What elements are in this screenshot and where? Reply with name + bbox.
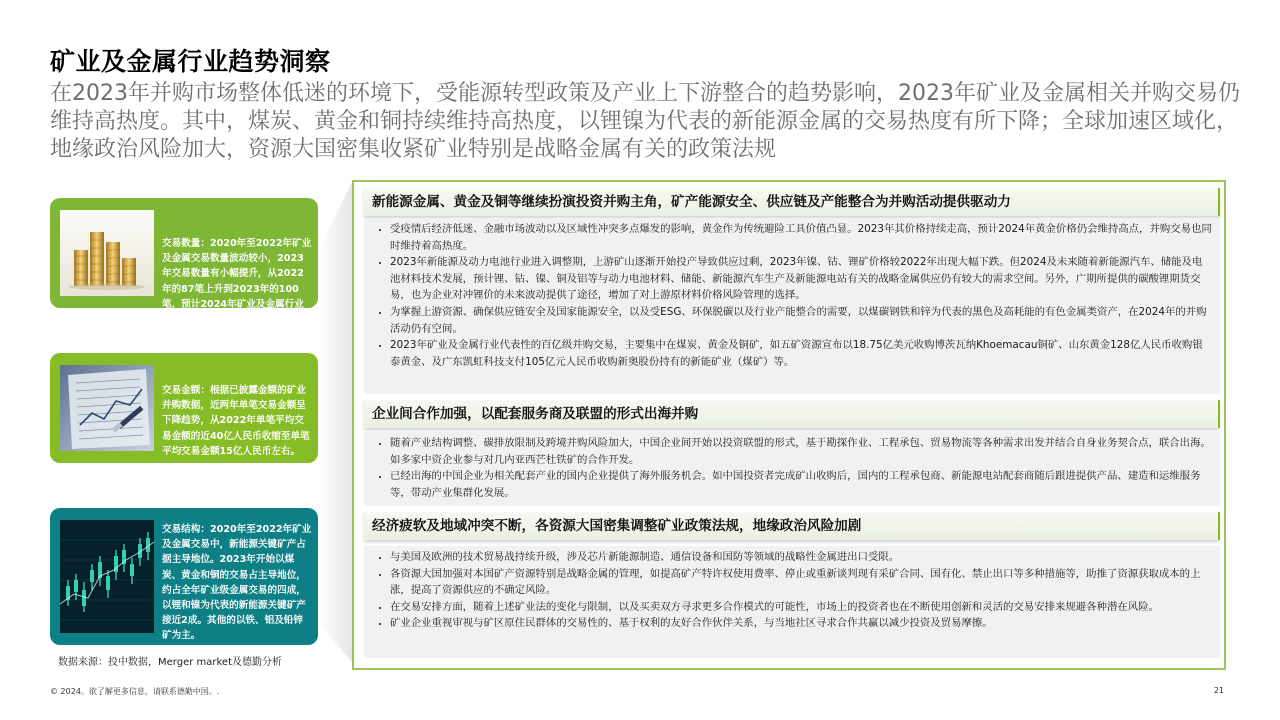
list-item: • 矿业企业重视审视与矿区原住民群体的交易性的、基于权利的友好合作伙伴关系，与当地社区寻求合作共赢以减少投资及贸易摩擦。 [390,615,1212,632]
stock-chart-photo [60,520,154,633]
trade-volume-text: 交易数量：2020年至2022年矿业及金属交易数量波动较小，2023年交易数量有小幅提升，从2022年的87笔上升到2023年的100笔，预计2024年矿业及金属行业并购热度将会持续。 [162,238,312,326]
trade-amount-text: 交易金额：根据已披露金额的矿业并购数据，近两年单笔交易金额呈下降趋势，从2022年单笔平均交易金额的近40亿人民币收缩至单笔平均交易金额15亿人民币左右。 [162,385,310,457]
section-heading: 经济疲软及地域冲突不断，各资源大国密集调整矿业政策法规，地缘政治风险加剧 [364,512,1220,540]
connector-wedge [318,182,354,662]
financial-report-photo [60,365,154,451]
list-item: • 为掌握上游资源、确保供应链安全及国家能源安全，以及受ESG、环保脱碳以及行业产能整合的需要，以煤碳钢铁和锌为代表的黑色及高耗能的有色金属类资产，在2024年的并购活动仍有空间。 [390,304,1212,337]
list-item: • 2023年矿业及金属行业代表性的百亿级并购交易，主要集中在煤炭、黄金及铜矿，如五矿资源宣布以18.75亿美元收购博茨瓦纳Khoemacau铜矿、山东黄金128亿人民币收购银泰黄金、及广东凯虹科技支付105亿元人民币收购新奥股份持有的新能矿业（煤矿）等。 [390,337,1212,370]
trade-structure-text: 交易结构：2020年至2022年矿业及金属交易中，新能源关键矿产占据主导地位。2023年开始以煤炭、黄金和铜的交易占主导地位，约占全年矿业级金属交易的四成，以锂和镍为代表的新能源关键矿产接近2成。其他的以铁、铝及铅锌矿为主。 [162,524,312,642]
page-number: 21 [1213,686,1224,695]
section-body [364,432,1220,506]
section-heading: 企业间合作加强，以配套服务商及联盟的形式出海并购 [364,400,1220,428]
page-subtitle: 在2023年并购市场整体低迷的环境下，受能源转型政策及产业上下游整合的趋势影响，2023年矿业及金属相关并购交易仍维持高热度。其中，煤炭、黄金和铜持续维持高热度，以锂镍为代表的新能源金属的交易热度有所下降；全球加速区域化，地缘政治风险加大，资源大国密集收紧矿业特别是战略金属有关的政策法规 [50,81,1240,162]
data-source: 数据来源：投中数据，Merger market及德勤分析 [58,657,282,668]
trade-structure-card [50,508,318,645]
trade-volume-card [50,198,318,326]
page-title: 矿业及金属行业趋势洞察 [50,47,331,76]
list-item: • 随着产业结构调整、碳排放限制及跨境并购风险加大，中国企业间开始以投资联盟的形式，基于勘探作业、工程承包、贸易物流等各种需求出发并结合自身业务契合点，联合出海。如多家中资企业参与对几内亚西芒杜铁矿的合作开发。 [390,435,1212,468]
copyright-text: © 2024。欲了解更多信息，请联系德勤中国。. [50,687,220,696]
list-item: • 各资源大国加强对本国矿产资源特别是战略金属的管理，如提高矿产特许权使用费率、停止或重新谈判现有采矿合同、国有化、禁止出口等多种措施等，助推了资源获取成本的上涨，提高了资源供应的不确定风险。 [390,566,1212,599]
section-body [364,218,1220,394]
list-item: • 已经出海的中国企业为相关配套产业的国内企业提供了海外服务机会。如中国投资者完成矿山收购后，国内的工程承包商、新能源电站配套商随后跟进提供产品、建造和运维服务等，带动产业集群化发展。 [390,468,1212,501]
section-heading: 新能源金属、黄金及铜等继续扮演投资并购主角，矿产能源安全、供应链及产能整合为并购活动提供驱动力 [364,188,1220,216]
section-body [364,546,1220,658]
list-item: • 在交易安排方面，随着上述矿业法的变化与限制，以及买卖双方寻求更多合作模式的可能性，市场上的投资者也在不断使用创新和灵活的交易安排来规避各种潜在风险。 [390,599,1212,616]
insights-panel [352,180,1226,670]
list-item: • 2023年新能源及动力电池行业进入调整期，上游矿山逐渐开始投产导致供应过剩，2023年镍、钴、锂矿价格较2022年出现大幅下跌。但2024及未来随着新能源汽车、储能及电池材料技术发展，预计锂、钴、镍、铜及铝等与动力电池材料、储能、新能源汽车生产及新能源电站有关的战略金属供应仍有较大的需求空间。另外，广期所提供的碳酸锂期货交易，也为企业对冲锂价的未来波动提供了途径，增加了对上游原材料价格风险管理的选择。 [390,254,1212,304]
list-item: • 与美国及欧洲的技术贸易战持续升级，涉及芯片新能源制造、通信设备和国防等领域的战略性金属进出口受限。 [390,549,1212,566]
trade-amount-card [50,353,318,463]
list-item: • 受疫情后经济低迷、金融市场波动以及区域性冲突多点爆发的影响，黄金作为传统避险工具价值凸显。2023年其价格持续走高，预计2024年黄金价格仍会维持高点，并购交易也同时维持着高热度。 [390,221,1212,254]
gold-coins-photo [60,210,154,296]
